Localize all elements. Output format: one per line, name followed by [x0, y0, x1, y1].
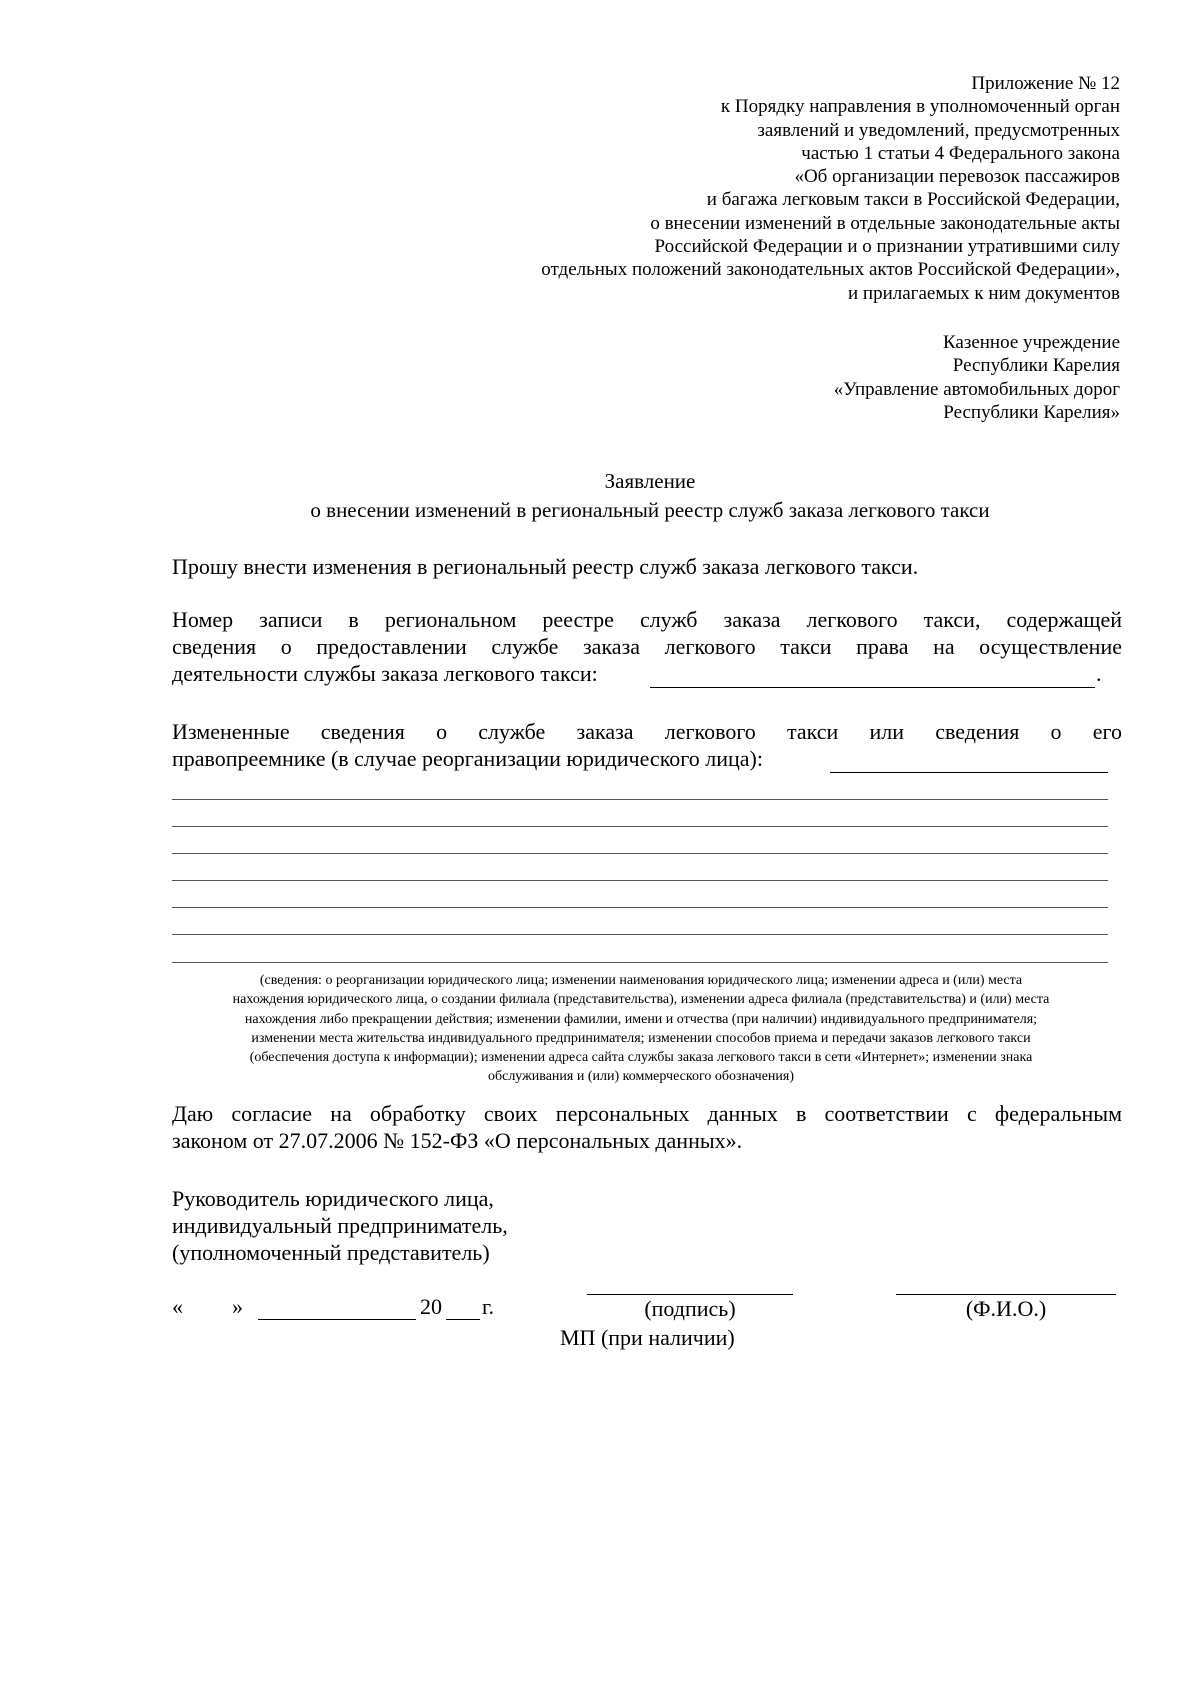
full-name-line[interactable]	[896, 1294, 1116, 1295]
changed-info-field[interactable]	[830, 772, 1108, 773]
appendix-line: частью 1 статьи 4 Федерального закона	[801, 142, 1120, 164]
appendix-line: Российской Федерации и о признании утратившими силу	[654, 236, 1120, 258]
changed-info-label: правопреемнике (в случае реорганизации юридического лица):	[172, 746, 763, 771]
appendix-line: «Об организации перевозок пассажиров	[794, 166, 1120, 188]
footnote-line: (сведения: о реорганизации юридического лица; изменении наименования юридического лица; изменении адреса и (или) места	[259, 973, 1023, 988]
request-paragraph: Прошу внести изменения в региональный реестр служб заказа легкового такси.	[172, 554, 919, 579]
appendix-line: к Порядку направления в уполномоченный орган	[720, 96, 1120, 118]
appendix-line: заявлений и уведомлений, предусмотренных	[757, 119, 1120, 141]
date-quote-close: »	[232, 1294, 243, 1319]
footnote	[150, 971, 1132, 1087]
record-number-label: деятельности службы заказа легкового такси:	[172, 661, 598, 686]
blank-line[interactable]	[172, 934, 1108, 935]
stamp-note: МП (при наличии)	[560, 1325, 735, 1350]
appendix-line: Приложение № 12	[971, 73, 1120, 94]
record-number-field[interactable]	[650, 687, 1095, 688]
recipient-line: «Управление автомобильных дорог	[833, 378, 1120, 400]
consent-line: Даю согласие на обработку своих персональных данных в соответствии с федеральным	[172, 1101, 1122, 1126]
appendix-line: отдельных положений законодательных актов Российской Федерации»,	[541, 259, 1120, 281]
date-year-prefix: 20	[420, 1294, 442, 1319]
footnote-line: (обеспечения доступа к информации); изменении адреса сайта службы заказа легкового такси в сети «Интернет»; изменении знака	[249, 1050, 1033, 1066]
changed-info-paragraph	[172, 718, 1122, 745]
blank-line[interactable]	[172, 853, 1108, 854]
footnote-line: изменении места жительства индивидуального предпринимателя; изменении способов приема и передачи заказов легкового такси	[251, 1030, 1031, 1046]
recipient-line: Казенное учреждение	[942, 332, 1120, 353]
date-quote-open: «	[172, 1294, 183, 1319]
blank-line[interactable]	[172, 880, 1108, 881]
recipient-line: Республики Карелия	[952, 355, 1120, 377]
blank-line[interactable]	[172, 907, 1108, 908]
record-number-line: Номер записи в региональном реестре служб заказа легкового такси, содержащей	[172, 607, 1122, 632]
changed-info-line: Измененные сведения о службе заказа легкового такси или сведения о его	[172, 719, 1122, 744]
record-number-period: .	[1096, 661, 1102, 686]
recipient-block	[700, 331, 1120, 424]
signatory-line: (уполномоченный представитель)	[172, 1240, 490, 1265]
record-number-line: сведения о предоставлении службе заказа легкового такси права на осуществление	[172, 634, 1122, 659]
blank-line[interactable]	[172, 962, 1108, 963]
footnote-line: нахождения юридического лица, о создании филиала (представительства), изменении адреса филиала (представительства) и (или) места	[232, 992, 1050, 1008]
appendix-line: и прилагаемых к ним документов	[848, 282, 1120, 304]
date-month-field[interactable]	[258, 1319, 416, 1320]
signature-line[interactable]	[587, 1294, 793, 1295]
consent-paragraph	[172, 1100, 1122, 1154]
record-number-paragraph	[172, 606, 1122, 660]
appendix-line: о внесении изменений в отдельные законодательные акты	[650, 212, 1120, 234]
consent-line: законом от 27.07.2006 № 152-ФЗ «О персональных данных».	[172, 1128, 743, 1153]
date-year-suffix: г.	[482, 1294, 495, 1319]
blank-line[interactable]	[172, 799, 1108, 800]
full-name-caption: (Ф.И.О.)	[965, 1296, 1047, 1321]
blank-line[interactable]	[172, 826, 1108, 827]
footnote-line: обслуживания и (или) коммерческого обозначения)	[487, 1069, 794, 1085]
document-subtitle: о внесении изменений в региональный реестр служб заказа легкового такси	[310, 498, 990, 522]
recipient-line: Республики Карелия»	[943, 401, 1120, 423]
signatory-block	[172, 1185, 1122, 1266]
document-title: Заявление	[604, 469, 696, 493]
date-year-field[interactable]	[446, 1319, 480, 1320]
signature-caption: (подпись)	[644, 1296, 736, 1321]
appendix-header	[430, 72, 1120, 305]
signatory-line: Руководитель юридического лица,	[172, 1186, 494, 1211]
footnote-line: нахождения либо прекращении действия; изменении фамилии, имени и отчества (при наличии) индивидуального предпринимателя;	[244, 1011, 1038, 1027]
signatory-line: индивидуальный предприниматель,	[172, 1213, 508, 1238]
appendix-line: и багажа легковым такси в Российской Федерации,	[706, 189, 1120, 211]
